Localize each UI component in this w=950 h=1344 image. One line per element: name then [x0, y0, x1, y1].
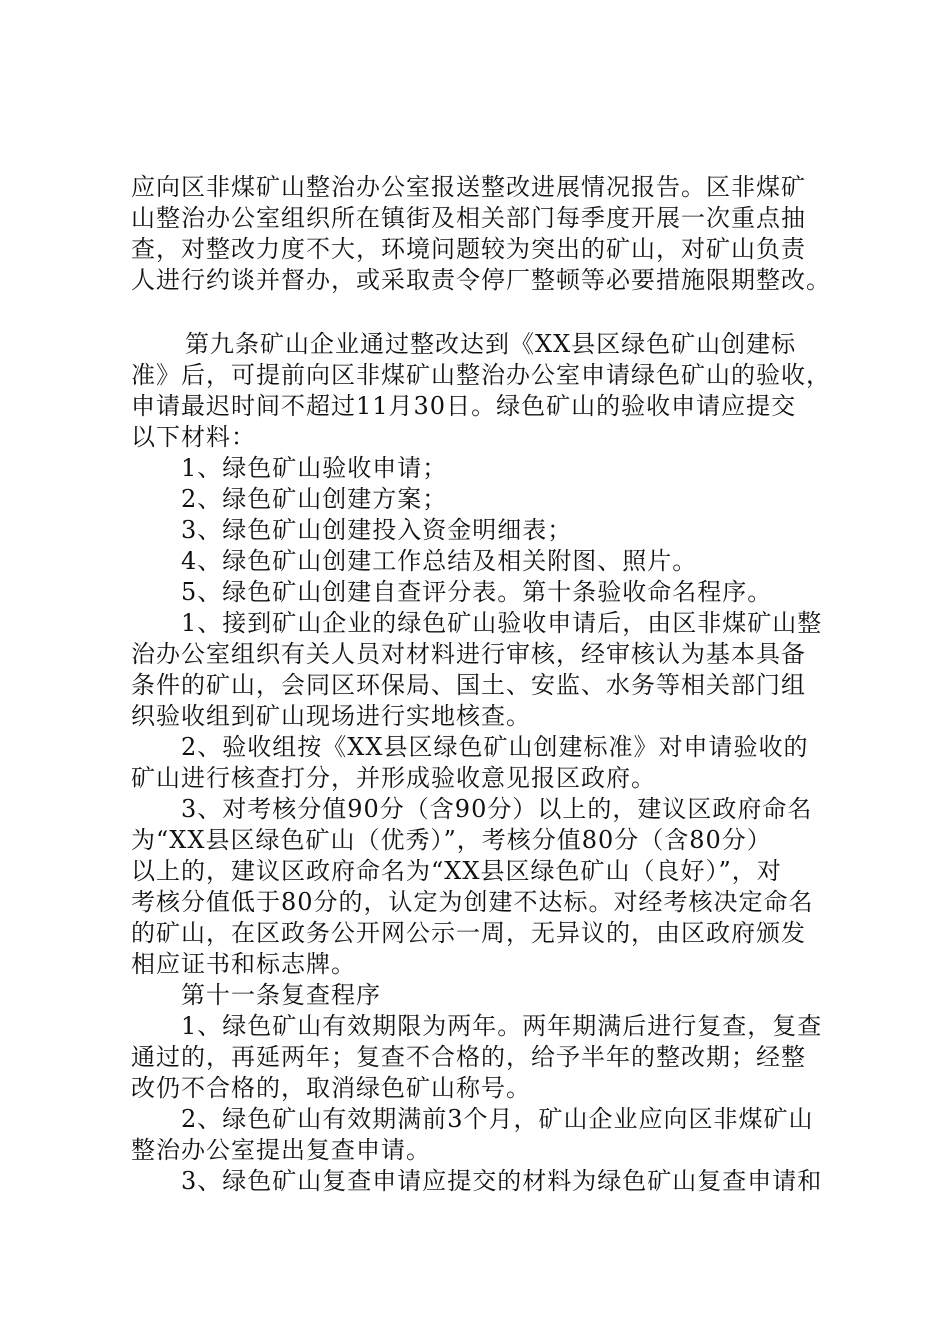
text-line: 申请最迟时间不超过11月30日。绿色矿山的验收申请应提交	[131, 392, 797, 420]
text-line: 第九条矿山企业通过整改达到《XX县区绿色矿山创建标	[185, 330, 797, 358]
paragraph-article-10-item-1	[131, 608, 831, 732]
paragraph-article-9	[131, 329, 831, 453]
text-line: 整治办公室提出复查申请。	[131, 1136, 431, 1164]
text-line: 人进行约谈并督办，或采取责令停厂整顿等必要措施限期整改。	[131, 266, 831, 294]
text-line: 相应证书和标志牌。	[131, 950, 356, 978]
paragraph-article-11-item-3	[131, 1166, 831, 1197]
paragraph-article-11-item-1	[131, 1011, 831, 1104]
text-line: 2、绿色矿山有效期满前3个月，矿山企业应向区非煤矿山	[181, 1105, 814, 1133]
paragraph-article-11-item-2	[131, 1104, 831, 1166]
text-line: 1、绿色矿山有效期限为两年。两年期满后进行复查，复查	[181, 1012, 823, 1040]
text-line: 为“XX县区绿色矿山（优秀）”，考核分值80分（含80分）	[131, 826, 772, 854]
text-line: 治办公室组织有关人员对材料进行审核，经审核认为基本具备	[131, 640, 806, 668]
text-line: 考核分值低于80分的，认定为创建不达标。对经考核决定命名	[131, 888, 814, 916]
article-11-heading: 第十一条复查程序	[181, 981, 381, 1009]
text-line: 查，对整改力度不大，环境问题较为突出的矿山，对矿山负责	[131, 235, 806, 263]
text-line: 条件的矿山，会同区环保局、国土、安监、水务等相关部门组	[131, 671, 806, 699]
text-line: 3、对考核分值90分（含90分）以上的，建议区政府命名	[181, 795, 813, 823]
text-line: 织验收组到矿山现场进行实地核查。	[131, 702, 531, 730]
text-line: 2、验收组按《XX县区绿色矿山创建标准》对申请验收的	[181, 733, 809, 761]
text-line: 以下材料：	[131, 423, 256, 451]
materials-list	[131, 453, 831, 608]
list-item: 4、绿色矿山创建工作总结及相关附图、照片。	[181, 547, 698, 575]
paragraph-article-10-item-3	[131, 794, 831, 980]
list-item: 5、绿色矿山创建自查评分表。第十条验收命名程序。	[181, 578, 773, 606]
text-line: 以上的，建议区政府命名为“XX县区绿色矿山（良好）”，对	[131, 857, 782, 885]
text-line: 应向区非煤矿山整治办公室报送整改进展情况报告。区非煤矿	[131, 173, 806, 201]
paragraph-rectification-report	[131, 172, 831, 296]
text-line: 准》后，可提前向区非煤矿山整治办公室申请绿色矿山的验收，	[131, 361, 831, 389]
paragraph-article-10-item-2	[131, 732, 831, 794]
text-line: 3、绿色矿山复查申请应提交的材料为绿色矿山复查申请和	[181, 1167, 823, 1195]
text-line: 山整治办公室组织所在镇街及相关部门每季度开展一次重点抽	[131, 204, 806, 232]
paragraph-gap	[131, 296, 831, 329]
text-line: 矿山进行核查打分，并形成验收意见报区政府。	[131, 764, 656, 792]
text-line: 的矿山，在区政务公开网公示一周，无异议的，由区政府颁发	[131, 919, 806, 947]
text-line: 改仍不合格的，取消绿色矿山称号。	[131, 1074, 531, 1102]
list-item: 3、绿色矿山创建投入资金明细表；	[181, 516, 573, 544]
text-line: 1、接到矿山企业的绿色矿山验收申请后，由区非煤矿山整	[181, 609, 823, 637]
document-body	[131, 172, 831, 1197]
list-item: 1、绿色矿山验收申请；	[181, 454, 448, 482]
text-line: 通过的，再延两年；复查不合格的，给予半年的整改期；经整	[131, 1043, 806, 1071]
list-item: 2、绿色矿山创建方案；	[181, 485, 448, 513]
